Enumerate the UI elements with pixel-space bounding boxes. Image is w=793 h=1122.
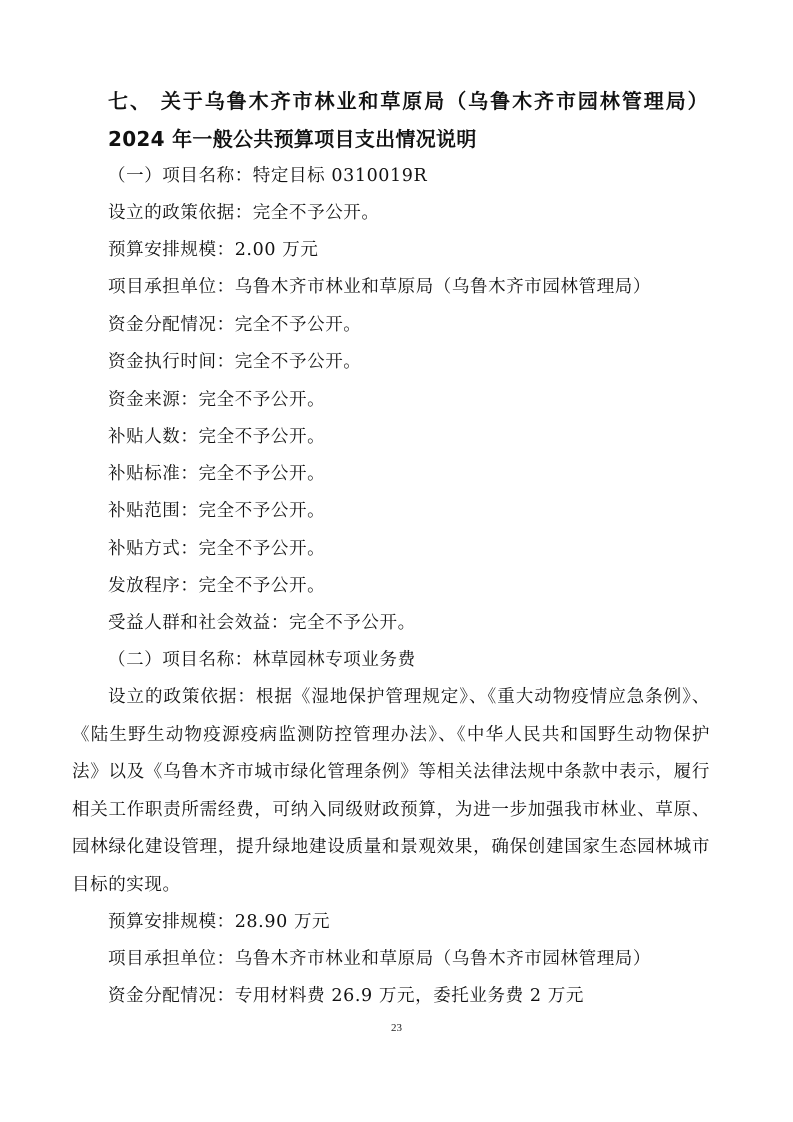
project-1-fund-source: 资金来源：完全不予公开。: [108, 390, 326, 410]
page-number: 23: [391, 1022, 402, 1034]
project-1-subsidy-count: 补贴人数：完全不予公开。: [108, 427, 326, 447]
project-1-budget-scale: 预算安排规模：2.00 万元: [108, 240, 319, 260]
project-2-fund-allocation: 资金分配情况：专用材料费 26.9 万元，委托业务费 2 万元: [108, 986, 584, 1006]
project-1-subsidy-method: 补贴方式：完全不予公开。: [108, 539, 326, 559]
project-2-policy-basis: 设立的政策依据：根据《湿地保护管理规定》、《重大动物疫情应急条例》、《陆生野生动物疫源疫病监测防控管理办法》、《中华人民共和国野生动物保护法》以及《乌鲁木齐市城市绿化管理条例》等相关法律法规中条款中表示，履行相关工作职责所需经费，可纳入同级财政预算，为进一步加强我市林业、草原、园林绿化建设管理，提升绿地建设质量和景观效果，确保创建国家生态园林城市目标的实现。: [72, 687, 710, 895]
project-1-subsidy-standard: 补贴标准：完全不予公开。: [108, 464, 326, 484]
project-1-title: （一）项目名称：特定目标 0310019R: [108, 166, 428, 186]
project-1-subsidy-scope: 补贴范围：完全不予公开。: [108, 501, 326, 521]
project-2-budget-scale: 预算安排规模：28.90 万元: [108, 912, 331, 932]
section-heading: 七、 关于乌鲁木齐市林业和草原局（乌鲁木齐市园林管理局）2024 年一般公共预算项目支出情况说明: [108, 89, 708, 151]
project-1-execution-time: 资金执行时间：完全不予公开。: [108, 352, 362, 372]
project-1-policy-basis: 设立的政策依据：完全不予公开。: [108, 203, 380, 223]
project-1-fund-allocation: 资金分配情况：完全不予公开。: [108, 315, 362, 335]
project-2-title: （二）项目名称：林草园林专项业务费: [108, 650, 416, 670]
project-1-distribution-procedure: 发放程序：完全不予公开。: [108, 576, 326, 596]
project-2-responsible-unit: 项目承担单位：乌鲁木齐市林业和草原局（乌鲁木齐市园林管理局）: [108, 949, 651, 969]
project-1-responsible-unit: 项目承担单位：乌鲁木齐市林业和草原局（乌鲁木齐市园林管理局）: [108, 277, 651, 297]
project-1-beneficiaries: 受益人群和社会效益：完全不予公开。: [108, 613, 416, 633]
